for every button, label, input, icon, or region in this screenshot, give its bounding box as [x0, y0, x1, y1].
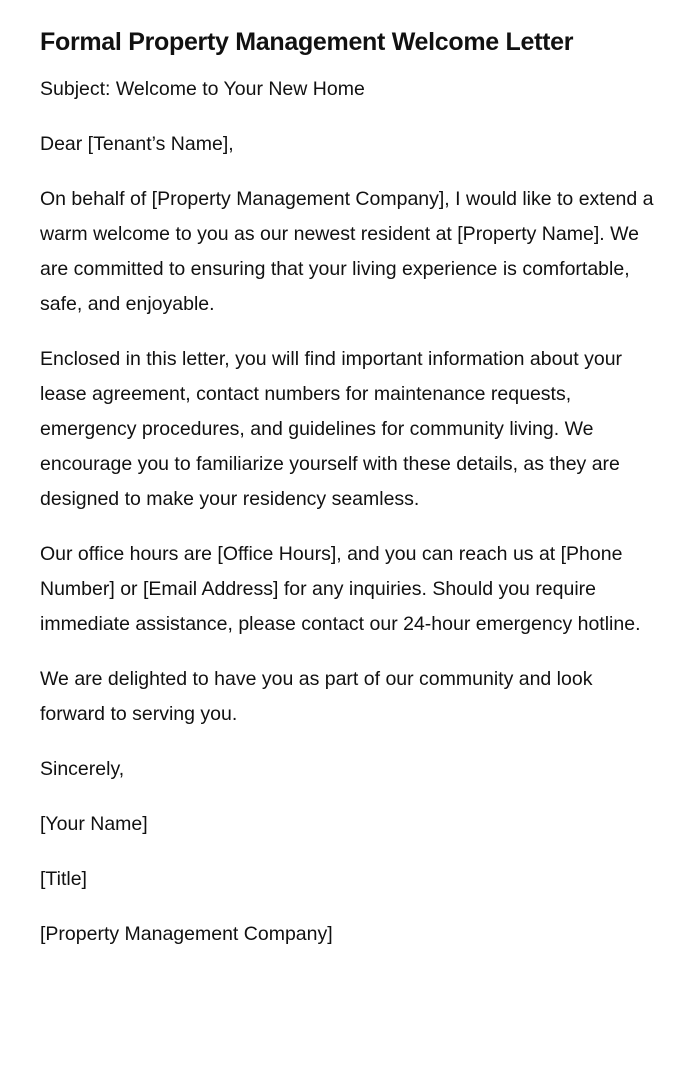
letter-paragraph: We are delighted to have you as part of our community and look forward to serving you.: [40, 668, 593, 725]
signature-title: [Title]: [40, 868, 87, 890]
signature-company: [Property Management Company]: [40, 923, 333, 945]
letter-paragraph: Enclosed in this letter, you will find important information about your lease agreement, contact numbers for maintenance requests, emergency procedures, and guidelines for community living. We encourage you to familiarize yourself with these details, as they are designed to make your residency seamless.: [40, 348, 623, 510]
letter-closing: Sincerely,: [40, 758, 125, 780]
signature-name: [Your Name]: [40, 813, 148, 835]
letter-paragraph: Our office hours are [Office Hours], and you can reach us at [Phone Number] or [Email Address] for any inquiries. Should you require immediate assistance, please contact our 24-hour emergency hotline.: [40, 543, 641, 635]
letter-paragraph: On behalf of [Property Management Company], I would like to extend a warm welcome to you as our newest resident at [Property Name]. We are committed to ensuring that your living experience is comfortable, safe, and enjoyable.: [40, 188, 654, 315]
letter-subject: Subject: Welcome to Your New Home: [40, 78, 365, 100]
letter-salutation: Dear [Tenant’s Name],: [40, 133, 234, 155]
letter-title: Formal Property Management Welcome Letter: [40, 28, 574, 56]
